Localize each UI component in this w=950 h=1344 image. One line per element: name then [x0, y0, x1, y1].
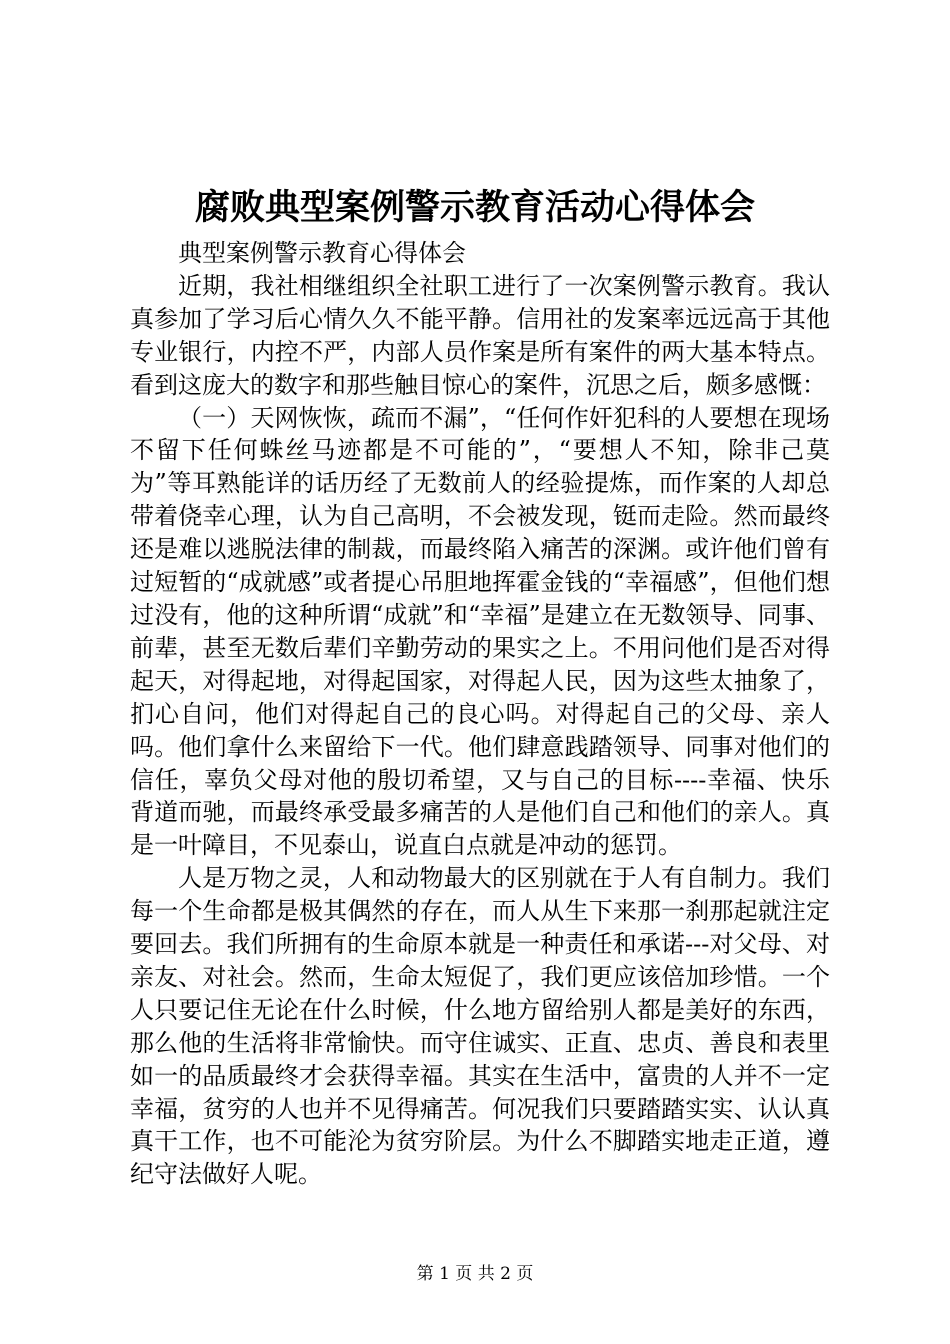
document-subtitle: 典型案例警示教育心得体会	[178, 239, 466, 267]
paragraph-3: 人是万物之灵，人和动物最大的区别就在于人有自制力。我们每一个生命都是极其偶然的存在，而人从生下来那一刹那起就注定要回去。我们所拥有的生命原本就是一种责任和承诺---对父母、对亲友、对社会。然而，生命太短促了，我们更应该倍加珍惜。一个人只要记住无论在什么时候，什么地方留给别人都是美好的东西，那么他的生活将非常愉快。而守住诚实、正直、忠贞、善良和表里如一的品质最终才会获得幸福。其实在生活中，富贵的人并不一定幸福，贫穷的人也并不见得痛苦。何况我们只要踏踏实实、认认真真干工作，也不可能沦为贫穷阶层。为什么不脚踏实地走正道，遵纪守法做好人呢。	[130, 864, 830, 1189]
paragraph-1: 近期，我社相继组织全社职工进行了一次案例警示教育。我认真参加了学习后心情久久不能平静。信用社的发案率远远高于其他专业银行，内控不严，内部人员作案是所有案件的两大基本特点。看到这庞大的数字和那些触目惊心的案件，沉思之后，颇多感慨：	[130, 271, 830, 399]
paragraph-2: （一）天网恢恢，疏而不漏”，“任何作奸犯科的人要想在现场不留下任何蛛丝马迹都是不可能的”，“要想人不知，除非己莫为”等耳熟能详的话历经了无数前人的经验提炼，而作案的人却总带着侥幸心理，认为自己高明，不会被发现，铤而走险。然而最终还是难以逃脱法律的制裁，而最终陷入痛苦的深渊。或许他们曾有过短暂的“成就感”或者提心吊胆地挥霍金钱的“幸福感”，但他们想过没有，他的这种所谓“成就”和“幸福”是建立在无数领导、同事、前辈，甚至无数后辈们辛勤劳动的果实之上。不用问他们是否对得起天，对得起地，对得起国家，对得起人民，因为这些太抽象了，扪心自问，他们对得起自己的良心吗。对得起自己的父母、亲人吗。他们拿什么来留给下一代。他们肆意践踏领导、同事对他们的信任，辜负父母对他的殷切希望，又与自己的目标----幸福、快乐背道而驰，而最终承受最多痛苦的人是他们自己和他们的亲人。真是一叶障目，不见泰山，说直白点就是冲动的惩罚。	[130, 403, 830, 860]
page-footer: 第 1 页 共 2 页	[416, 1264, 534, 1284]
document-title: 腐败典型案例警示教育活动心得体会	[194, 187, 755, 228]
document-body	[130, 237, 830, 1191]
